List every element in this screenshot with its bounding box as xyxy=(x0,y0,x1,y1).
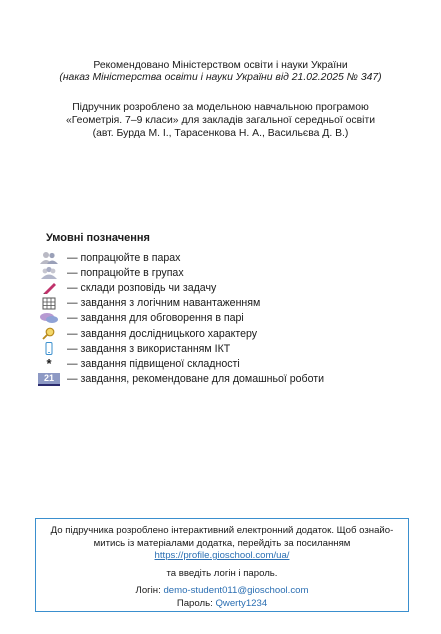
legend-item xyxy=(34,356,324,371)
interactive-supplement-box xyxy=(35,518,409,612)
info-line-2: митись із матеріалами додатка, перейдіть за посиланням xyxy=(93,537,351,549)
login-label: Логін: xyxy=(135,585,161,596)
program-description xyxy=(0,101,441,140)
description-line-1: Підручник розроблено за модельною навчальною програмою xyxy=(72,102,369,113)
legend-item xyxy=(34,311,324,326)
legend-item xyxy=(34,341,324,356)
pair-work-icon xyxy=(34,251,64,264)
legend-title: Умовні позначення xyxy=(46,232,150,244)
phone-icon xyxy=(34,342,64,355)
login-value: demo-student011@gioschool.com xyxy=(163,585,309,596)
group-work-icon xyxy=(34,266,64,279)
approval-order: (наказ Міністерства освіти і науки України від 21.02.2025 № 347) xyxy=(59,72,382,83)
legend-item xyxy=(34,372,324,387)
supplement-link[interactable]: https://profile.gioschool.com/ua/ xyxy=(154,550,290,561)
homework-badge-icon xyxy=(34,373,64,386)
approval-block xyxy=(0,60,441,84)
homework-badge-number: 21 xyxy=(38,373,60,386)
password-row xyxy=(36,598,408,611)
legend-text: — завдання для обговорення в парі xyxy=(67,312,244,325)
logic-puzzle-icon xyxy=(34,297,64,310)
legend-text: — завдання з логічним навантаженням xyxy=(67,297,261,310)
info-line-1: До підручника розроблено інтерактивний електронний додаток. Щоб ознайо- xyxy=(50,525,394,536)
legend-list xyxy=(34,250,324,387)
discussion-icon xyxy=(34,312,64,325)
legend-text: — завдання, рекомендоване для домашньої роботи xyxy=(67,373,325,386)
login-row xyxy=(36,585,408,598)
legend-item xyxy=(34,250,324,265)
legend-text: — завдання підвищеної складності xyxy=(67,357,240,370)
info-line-3: та введіть логін і пароль. xyxy=(166,567,278,579)
legend-text: — завдання з використанням ІКТ xyxy=(67,342,231,355)
asterisk-icon: * xyxy=(46,356,52,372)
legend-item xyxy=(34,326,324,341)
legend-text: — склади розповідь чи задачу xyxy=(67,281,217,294)
approval-line: Рекомендовано Міністерством освіти і науки України xyxy=(93,60,348,71)
description-line-2: «Геометрія. 7–9 класи» для закладів загальної середньої освіти xyxy=(65,115,376,126)
pencil-icon xyxy=(34,281,64,294)
legend-text: — попрацюйте в групах xyxy=(67,266,184,279)
legend-item xyxy=(34,265,324,280)
legend-text: — завдання дослідницького характеру xyxy=(67,327,258,340)
description-line-3: (авт. Бурда М. І., Тарасенкова Н. А., Васильєва Д. В.) xyxy=(92,128,349,139)
legend-item xyxy=(34,280,324,295)
password-label: Пароль: xyxy=(176,597,213,609)
legend-text: — попрацюйте в парах xyxy=(67,251,181,264)
legend-item xyxy=(34,296,324,311)
password-value: Qwerty1234 xyxy=(215,597,268,609)
magnifier-icon xyxy=(34,327,64,340)
